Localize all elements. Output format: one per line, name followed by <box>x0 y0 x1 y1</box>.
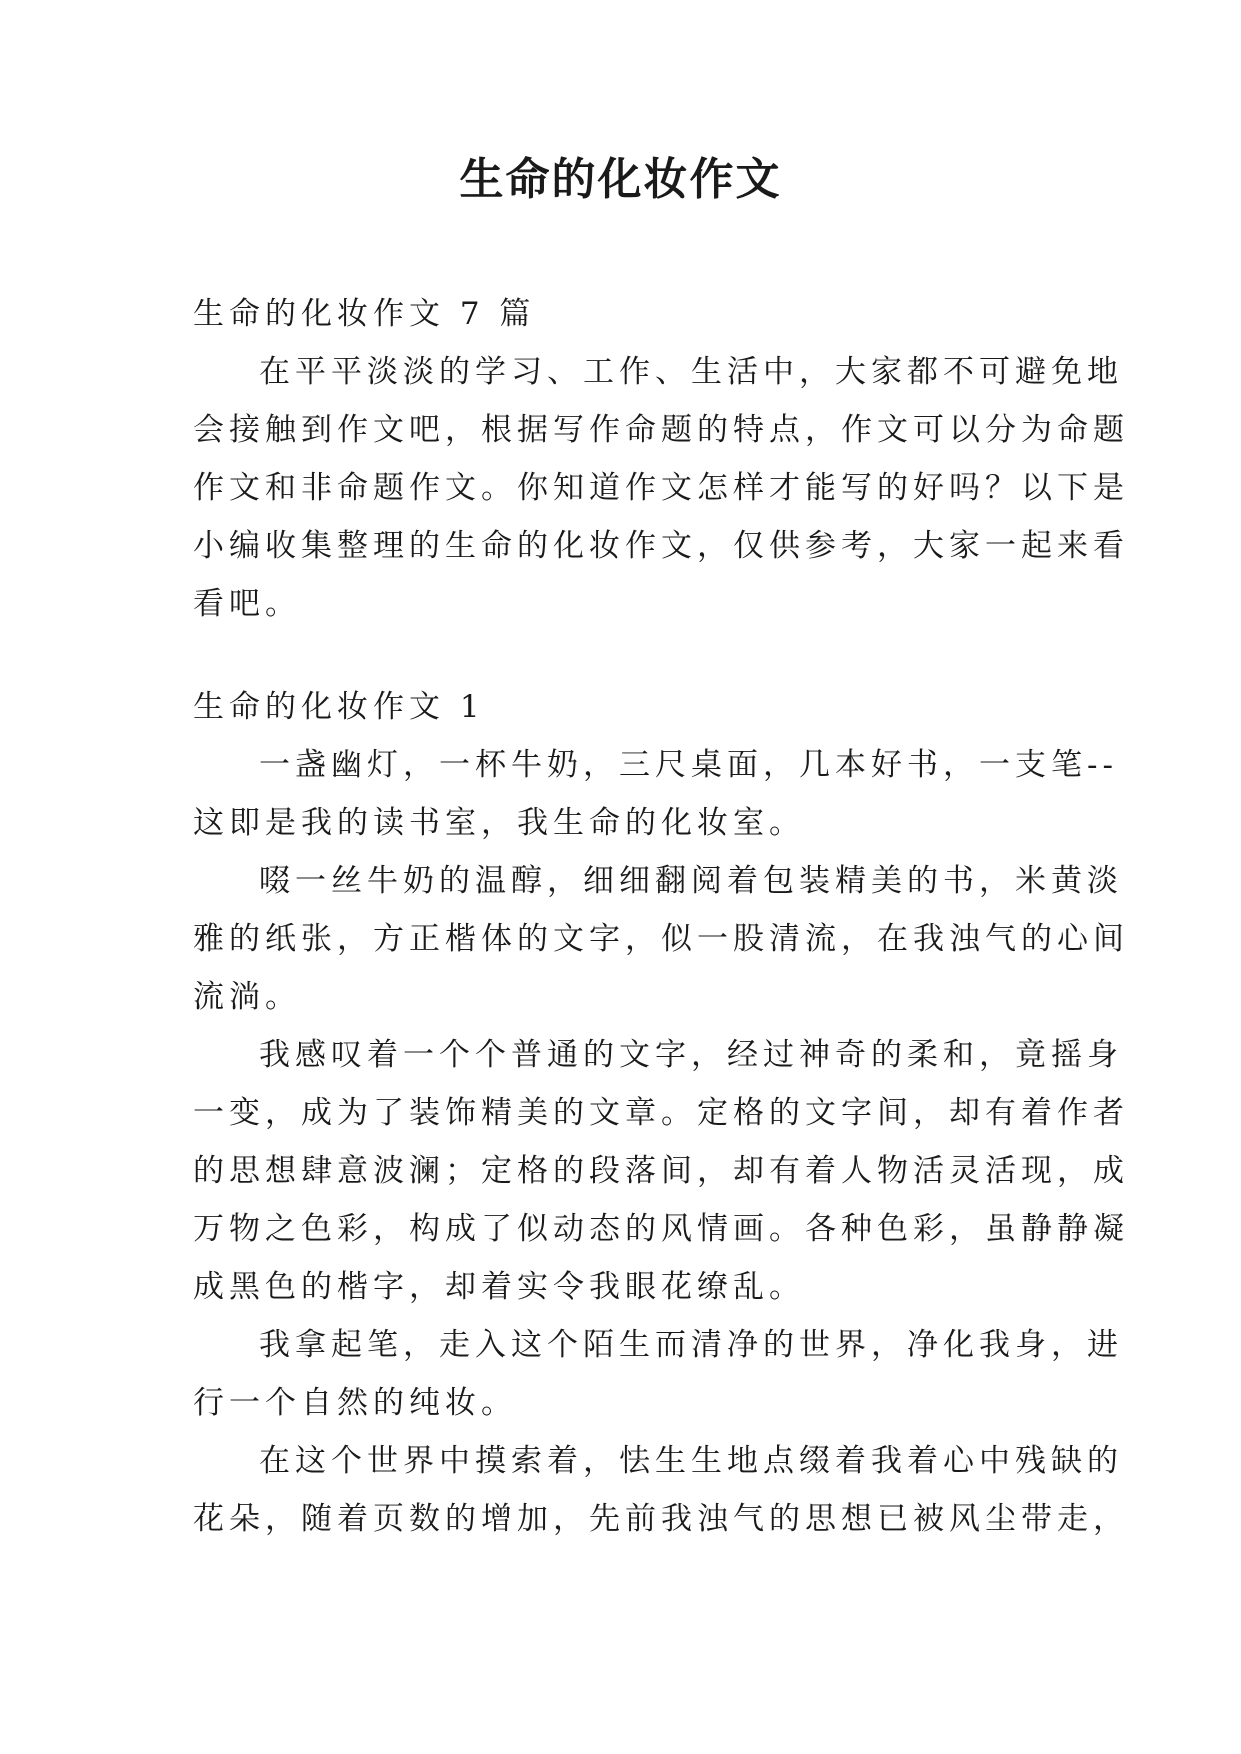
paragraph-line: 我感叹着一个个普通的文字，经过神奇的柔和，竟摇身 <box>259 1037 1123 1073</box>
paragraph-line: 流淌。 <box>193 979 301 1015</box>
paragraph-line: 万物之色彩，构成了似动态的风情画。各种色彩，虽静静凝 <box>193 1211 1129 1247</box>
subtitle: 生命的化妆作文 7 篇 <box>193 296 536 332</box>
paragraph-line: 成黑色的楷字，却着实令我眼花缭乱。 <box>193 1269 805 1305</box>
paragraph-line: 作文和非命题作文。你知道作文怎样才能写的好吗？以下是 <box>193 470 1129 506</box>
document-body <box>193 285 1129 1548</box>
paragraph-line: 看吧。 <box>193 586 301 622</box>
paragraph-line: 这即是我的读书室，我生命的化妆室。 <box>193 805 805 841</box>
intro-paragraph <box>193 343 1129 633</box>
paragraph-line: 一盏幽灯，一杯牛奶，三尺桌面，几本好书，一支笔-- <box>259 747 1118 783</box>
paragraph-line: 啜一丝牛奶的温醇，细细翻阅着包装精美的书，米黄淡 <box>259 863 1123 899</box>
paragraph-4 <box>193 1316 1123 1432</box>
paragraph-line: 一变，成为了装饰精美的文章。定格的文字间，却有着作者 <box>193 1095 1129 1131</box>
paragraph-line: 雅的纸张，方正楷体的文字，似一股清流，在我浊气的心间 <box>193 921 1129 957</box>
section-heading: 生命的化妆作文 1 <box>193 689 485 725</box>
paragraph-3 <box>193 1026 1129 1316</box>
paragraph-line: 花朵，随着页数的增加，先前我浊气的思想已被风尘带走， <box>193 1501 1129 1537</box>
paragraph-line: 会接触到作文吧，根据写作命题的特点，作文可以分为命题 <box>193 412 1129 448</box>
paragraph-2 <box>193 852 1129 1026</box>
paragraph-line: 在这个世界中摸索着，怯生生地点缀着我着心中残缺的 <box>259 1443 1123 1479</box>
paragraph-line: 在平平淡淡的学习、工作、生活中，大家都不可避免地 <box>259 354 1123 390</box>
paragraph-1 <box>193 736 1118 852</box>
paragraph-line: 的思想肆意波澜；定格的段落间，却有着人物活灵活现，成 <box>193 1153 1129 1189</box>
document-title: 生命的化妆作文 <box>459 154 782 205</box>
paragraph-line: 行一个自然的纯妆。 <box>193 1385 517 1421</box>
paragraph-line: 我拿起笔，走入这个陌生而清净的世界，净化我身，进 <box>259 1327 1123 1363</box>
paragraph-5 <box>193 1432 1129 1548</box>
paragraph-line: 小编收集整理的生命的化妆作文，仅供参考，大家一起来看 <box>193 528 1129 564</box>
section-spacer <box>193 633 1053 678</box>
